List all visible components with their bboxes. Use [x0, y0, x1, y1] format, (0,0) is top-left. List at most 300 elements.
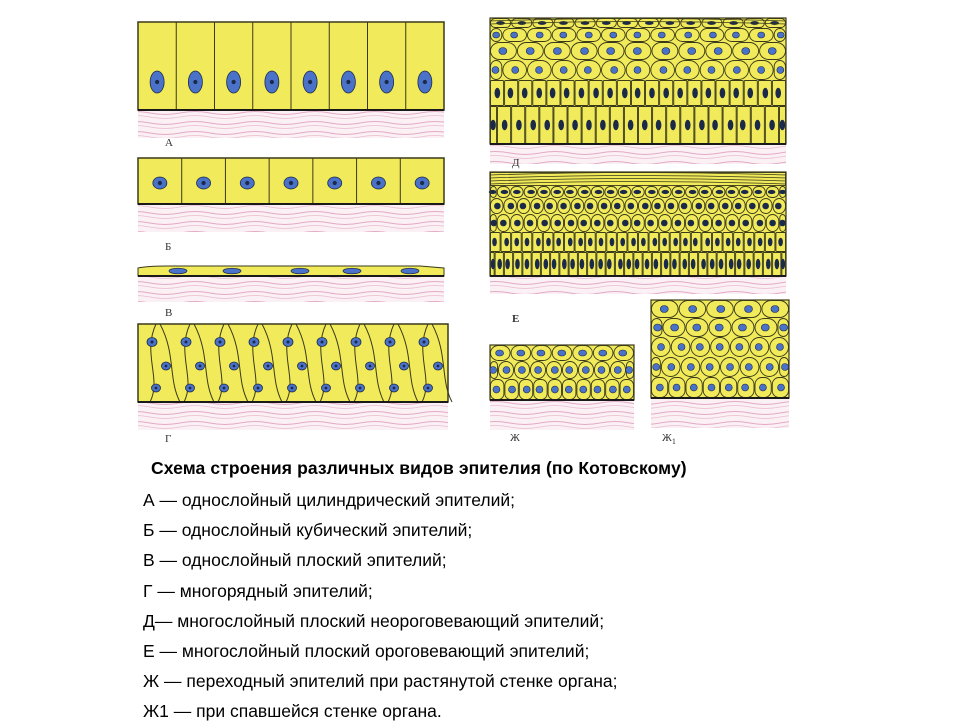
legend-line-E: Е — многослойный плоский ороговевающий эпителий; — [143, 641, 590, 662]
nucleus — [579, 350, 587, 356]
legend-line-Zh: Ж — переходный эпителий при растянутой стенке органа; — [143, 671, 618, 692]
nucleus — [757, 220, 763, 226]
nucleus — [658, 32, 665, 38]
nucleus — [586, 120, 591, 130]
panel-label-Zh1: $Ж_1$ — [662, 432, 676, 446]
nucleus — [733, 67, 740, 74]
nucleus — [495, 88, 500, 98]
nucleolus — [403, 365, 406, 368]
nucleus — [552, 259, 556, 269]
nucleus — [523, 386, 530, 393]
nucleus — [662, 48, 670, 55]
nucleus — [743, 220, 749, 226]
nucleus — [654, 259, 658, 269]
nucleus — [693, 324, 701, 331]
nucleus — [696, 203, 702, 209]
panel-transitional-relaxed — [651, 300, 789, 428]
nucleus — [534, 203, 540, 209]
nucleolus — [189, 387, 192, 390]
nucleus — [770, 220, 776, 226]
nucleus — [749, 203, 755, 209]
nucleus — [780, 324, 788, 331]
nucleus — [768, 190, 775, 194]
nucleolus — [369, 365, 372, 368]
cell — [491, 173, 786, 186]
nucleus — [654, 203, 660, 209]
panel-label-V: В — [165, 307, 173, 319]
nucleus — [656, 120, 661, 130]
nucleus — [580, 386, 587, 393]
nucleolus — [423, 341, 426, 344]
nucleus — [684, 67, 691, 74]
nucleus — [610, 32, 617, 38]
nucleolus — [389, 341, 392, 344]
nucleus — [779, 238, 783, 246]
nucleus — [781, 259, 785, 269]
nucleus — [607, 190, 614, 194]
nucleus — [493, 386, 500, 393]
nucleus — [536, 238, 540, 246]
nucleus — [742, 48, 750, 55]
nucleus — [546, 238, 550, 246]
nucleus — [648, 190, 655, 194]
nucleus — [540, 190, 547, 194]
nucleus — [536, 67, 543, 74]
nucleolus — [385, 80, 389, 84]
panel-label-D: Д — [512, 157, 520, 169]
nucleus — [729, 259, 733, 269]
nucleus — [702, 259, 706, 269]
nucleus — [706, 88, 711, 98]
nucleus — [766, 259, 770, 269]
nucleus — [599, 259, 603, 269]
nucleus — [766, 364, 773, 371]
nucleus — [626, 367, 633, 374]
nucleus — [565, 386, 572, 393]
nucleus — [741, 190, 748, 194]
nucleus — [499, 48, 507, 55]
nucleus — [607, 259, 611, 269]
nucleus — [716, 190, 723, 194]
nucleus — [756, 259, 760, 269]
nucleolus — [291, 387, 294, 390]
connective-tissue — [138, 110, 444, 138]
nucleus — [568, 220, 574, 226]
nucleus — [500, 220, 506, 226]
nucleus — [561, 203, 567, 209]
nucleolus — [253, 341, 256, 344]
nucleus — [555, 220, 561, 226]
nucleolus — [151, 341, 154, 344]
nucleus — [574, 203, 580, 209]
nucleus — [573, 120, 578, 130]
nucleus — [690, 384, 697, 391]
nucleus — [675, 190, 682, 194]
nucleus — [664, 259, 668, 269]
nucleus — [744, 306, 752, 313]
nucleus — [708, 384, 715, 391]
nucleus — [613, 120, 618, 130]
connective-tissue — [490, 144, 786, 164]
nucleolus — [185, 341, 188, 344]
nucleolus — [333, 181, 337, 185]
nucleus — [781, 364, 788, 371]
nucleus — [517, 350, 525, 356]
nucleus — [614, 203, 620, 209]
panel-label-G: Г — [165, 433, 172, 445]
nucleus — [493, 32, 500, 38]
nucleus — [582, 367, 589, 374]
nucleus — [558, 350, 566, 356]
nucleus — [716, 344, 723, 351]
nucleus — [343, 268, 361, 274]
nucleolus — [232, 80, 236, 84]
nucleus — [748, 88, 753, 98]
nucleus — [496, 350, 504, 356]
nucleus — [770, 120, 775, 130]
nucleus — [634, 220, 640, 226]
nucleus — [598, 367, 605, 374]
nucleus — [715, 324, 723, 331]
nucleus — [699, 120, 704, 130]
nucleus — [581, 190, 588, 194]
nucleus — [622, 220, 628, 226]
nucleus — [537, 88, 542, 98]
connective-tissue — [651, 398, 789, 428]
nucleus — [742, 384, 749, 391]
nucleolus — [437, 365, 440, 368]
nucleus — [717, 306, 725, 313]
nucleolus — [219, 341, 222, 344]
nucleus — [708, 67, 715, 74]
nucleolus — [301, 365, 304, 368]
nucleus — [726, 238, 730, 246]
nucleus — [722, 203, 728, 209]
nucleus — [702, 220, 708, 226]
nucleus — [645, 259, 649, 269]
nucleus — [599, 350, 607, 356]
nucleus — [768, 238, 772, 246]
nucleus — [506, 259, 510, 269]
nucleus — [581, 48, 589, 55]
nucleus — [701, 190, 708, 194]
nucleus — [562, 259, 566, 269]
nucleus — [779, 190, 786, 194]
nucleus — [778, 384, 785, 391]
nucleus — [621, 238, 625, 246]
nucleus — [505, 238, 509, 246]
nucleolus — [359, 387, 362, 390]
nucleus — [771, 21, 779, 24]
nucleolus — [165, 365, 168, 368]
nucleolus — [270, 80, 274, 84]
nucleus — [508, 88, 513, 98]
nucleus — [738, 324, 746, 331]
legend-line-A: А — однослойный цилиндрический эпителий; — [143, 490, 516, 510]
nucleus — [614, 367, 621, 374]
nucleus — [709, 32, 716, 38]
nucleus — [771, 306, 779, 313]
nucleolus — [423, 80, 427, 84]
nucleus — [595, 190, 602, 194]
nucleus — [653, 364, 660, 371]
legend-line-V: В — однослойный плоский эпителий; — [143, 550, 447, 571]
nucleus — [520, 203, 526, 209]
nucleolus — [155, 387, 158, 390]
nucleus — [601, 203, 607, 209]
nucleus — [551, 367, 558, 374]
nucleus — [542, 220, 548, 226]
nucleus — [755, 190, 762, 194]
nucleus — [780, 120, 785, 130]
nucleus — [509, 386, 516, 393]
nucleus — [664, 88, 669, 98]
nucleus — [528, 190, 535, 194]
nucleus — [776, 344, 783, 351]
nucleus — [594, 220, 600, 226]
nucleolus — [233, 365, 236, 368]
nucleus — [745, 364, 752, 371]
nucleus — [291, 268, 309, 274]
nucleus — [728, 190, 735, 194]
nucleus — [608, 88, 613, 98]
nucleus — [490, 367, 497, 374]
nucleolus — [193, 80, 197, 84]
nucleus — [642, 203, 648, 209]
nucleolus — [155, 80, 159, 84]
nucleus — [715, 238, 719, 246]
panel-simple-cuboidal — [138, 158, 444, 232]
nucleus — [511, 32, 518, 38]
panel-pseudostratified — [138, 324, 452, 430]
nucleus — [687, 364, 694, 371]
nucleus — [635, 259, 639, 269]
nucleus — [579, 88, 584, 98]
nucleus — [678, 344, 685, 351]
nucleus — [683, 238, 687, 246]
nucleus — [674, 238, 678, 246]
nucleolus — [308, 80, 312, 84]
nucleus — [571, 259, 575, 269]
caption-title: Схема строения различных видов эпителия (по Котовскому) — [151, 458, 687, 478]
connective-tissue — [138, 204, 444, 232]
nucleus — [568, 238, 572, 246]
connective-tissue — [138, 402, 448, 430]
nucleus — [550, 88, 555, 98]
nucleus — [492, 67, 499, 74]
nucleus — [594, 88, 599, 98]
panel-label-B: Б — [165, 241, 172, 253]
nucleus — [728, 120, 733, 130]
nucleus — [671, 120, 676, 130]
nucleus — [734, 88, 739, 98]
nucleus — [689, 190, 696, 194]
nucleus — [668, 364, 675, 371]
nucleus — [661, 220, 667, 226]
nucleus — [776, 88, 781, 98]
nucleolus — [158, 181, 162, 185]
panel-transitional-stretched — [490, 345, 634, 430]
nucleus — [560, 67, 567, 74]
nucleus — [536, 386, 543, 393]
nucleus — [522, 88, 527, 98]
nucleus — [525, 259, 529, 269]
nucleus — [653, 238, 657, 246]
nucleus — [611, 67, 618, 74]
nucleus — [714, 48, 722, 55]
nucleus — [494, 203, 500, 209]
nucleus — [719, 259, 723, 269]
nucleus — [628, 120, 633, 130]
nucleus — [735, 203, 741, 209]
nucleus — [620, 190, 627, 194]
connective-tissue — [490, 276, 786, 294]
nucleus — [584, 67, 591, 74]
nucleus — [660, 67, 667, 74]
nucleus — [755, 120, 760, 130]
nucleus — [493, 238, 497, 246]
nucleus — [706, 364, 713, 371]
nucleolus — [420, 181, 424, 185]
nucleus — [642, 120, 647, 130]
nucleus — [628, 203, 634, 209]
nucleolus — [321, 341, 324, 344]
legend-line-G: Г — многорядный эпителий; — [143, 580, 373, 601]
nucleus — [720, 88, 725, 98]
nucleus — [777, 32, 784, 38]
nucleus — [648, 220, 654, 226]
panel-stratified-nonkeratinized — [490, 18, 786, 164]
nucleus — [607, 220, 613, 226]
nucleus — [736, 344, 743, 351]
nucleolus — [245, 181, 249, 185]
nucleus — [536, 32, 543, 38]
nucleus — [671, 324, 679, 331]
nucleus — [580, 259, 584, 269]
nucleus — [727, 364, 734, 371]
nucleus — [681, 203, 687, 209]
nucleolus — [355, 341, 358, 344]
nucleolus — [346, 80, 350, 84]
nucleus — [748, 238, 752, 246]
nucleus — [693, 88, 698, 98]
nucleus — [668, 203, 674, 209]
nucleus — [618, 259, 622, 269]
nucleus — [531, 120, 536, 130]
nucleus — [515, 259, 519, 269]
nucleus — [763, 88, 768, 98]
panel-label-A: А — [165, 137, 173, 149]
nucleus — [498, 259, 502, 269]
nucleus — [658, 344, 665, 351]
nucleus — [663, 238, 667, 246]
nucleus — [553, 48, 561, 55]
nucleus — [710, 259, 714, 269]
nucleus — [627, 259, 631, 269]
nucleus — [758, 67, 765, 74]
nucleolus — [335, 365, 338, 368]
nucleus — [585, 32, 592, 38]
nucleus — [600, 120, 605, 130]
nucleus — [545, 120, 550, 130]
nucleus — [609, 386, 616, 393]
nucleus — [634, 190, 641, 194]
nucleus — [713, 120, 718, 130]
nucleus — [689, 306, 697, 313]
nucleolus — [267, 365, 270, 368]
nucleolus — [223, 387, 226, 390]
nucleus — [656, 384, 663, 391]
nucleus — [535, 367, 542, 374]
nucleus — [515, 238, 519, 246]
nucleus — [775, 203, 781, 209]
legend-line-B: Б — однослойный кубический эпителий; — [143, 520, 473, 541]
nucleus — [512, 67, 519, 74]
nucleus — [691, 259, 695, 269]
nucleus — [732, 32, 739, 38]
nucleus — [716, 220, 722, 226]
nucleolus — [427, 387, 430, 390]
nucleus — [535, 259, 539, 269]
nucleolus — [199, 365, 202, 368]
nucleus — [759, 384, 766, 391]
nucleus — [579, 238, 583, 246]
nucleus — [566, 367, 573, 374]
nucleolus — [287, 341, 290, 344]
legend-line-D: Д— многослойный плоский неороговевающий эпителий; — [143, 610, 605, 631]
nucleus — [559, 120, 564, 130]
nucleus — [503, 367, 510, 374]
nucleus — [737, 259, 741, 269]
legend-line-Zh1: Ж1 — при спавшейся стенке органа. — [143, 701, 442, 722]
nucleus — [544, 259, 548, 269]
nucleus — [758, 32, 765, 38]
nucleus — [590, 259, 594, 269]
panel-stratified-keratinized — [489, 172, 786, 294]
nucleus — [610, 238, 614, 246]
nucleus — [581, 220, 587, 226]
nucleus — [688, 48, 696, 55]
nucleus — [594, 386, 601, 393]
nucleus — [634, 67, 641, 74]
nucleus — [672, 259, 676, 269]
nucleus — [706, 238, 710, 246]
nucleus — [513, 190, 520, 194]
nucleolus — [257, 387, 260, 390]
nucleus — [547, 203, 553, 209]
nucleus — [551, 386, 558, 393]
nucleus — [654, 324, 662, 331]
nucleus — [588, 238, 592, 246]
nucleus — [775, 259, 779, 269]
nucleus — [649, 88, 654, 98]
nucleus — [758, 238, 762, 246]
nucleus — [634, 32, 641, 38]
nucleus — [491, 120, 496, 130]
nucleus — [622, 88, 627, 98]
nucleolus — [376, 181, 380, 185]
nucleus — [491, 220, 497, 226]
nucleus — [688, 220, 694, 226]
nucleus — [599, 238, 603, 246]
nucleus — [673, 384, 680, 391]
nucleus — [641, 238, 645, 246]
nucleus — [662, 190, 669, 194]
nucleus — [607, 48, 615, 55]
nucleus — [678, 88, 683, 98]
nucleus — [491, 259, 495, 269]
nucleus — [223, 268, 241, 274]
